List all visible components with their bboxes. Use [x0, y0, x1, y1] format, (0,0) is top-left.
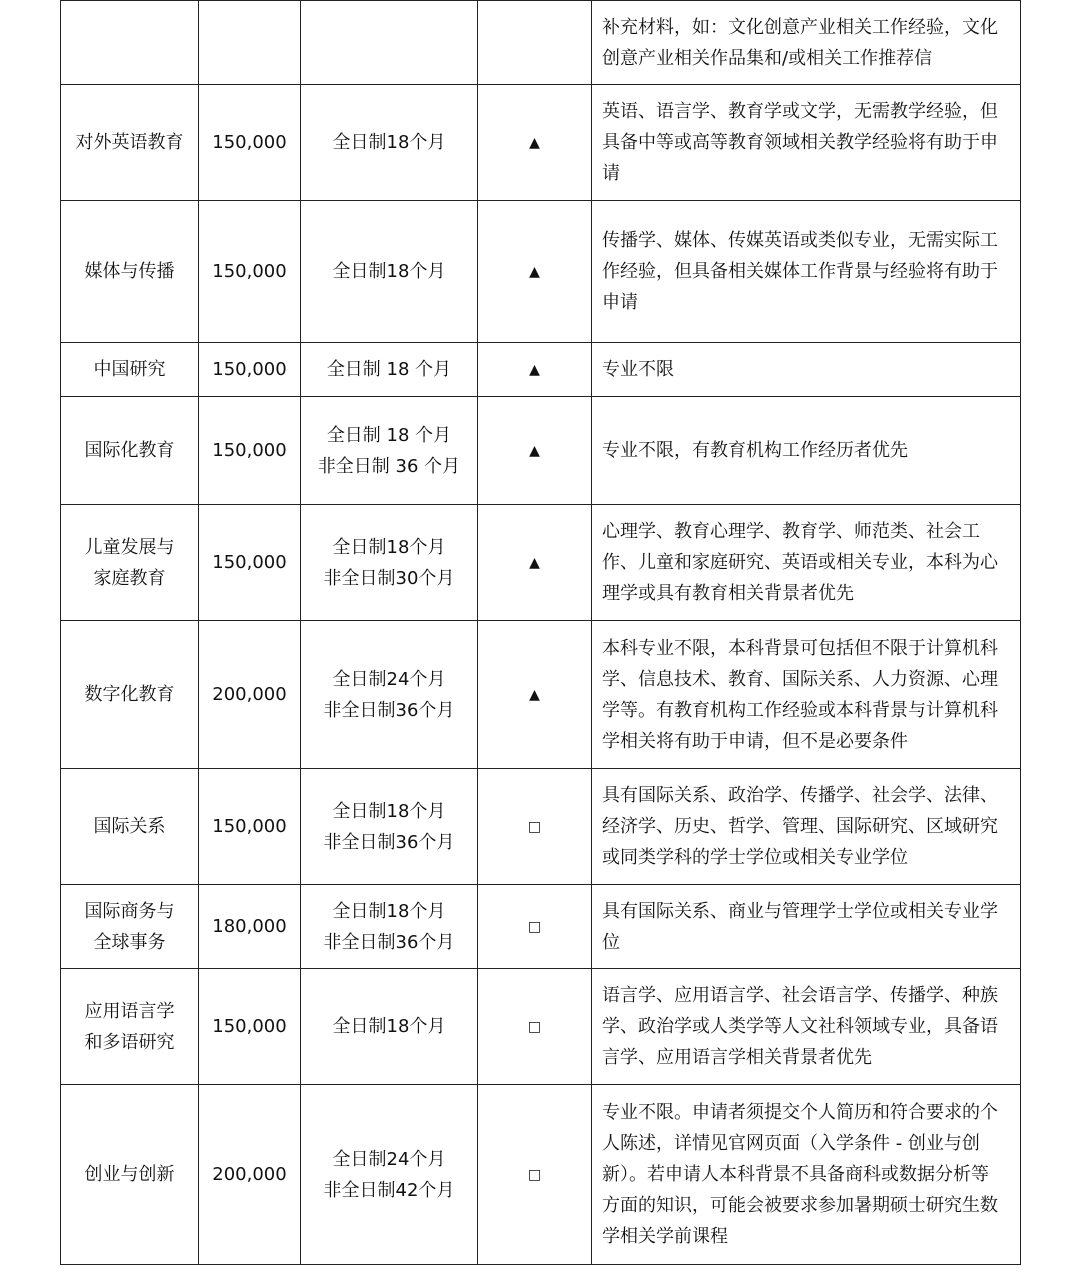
study-duration: 非全日制30个月 — [323, 567, 455, 589]
tuition-fee: 150,000 — [212, 359, 287, 380]
program-name-cell — [61, 505, 199, 621]
requirement-cell — [592, 505, 1021, 621]
requirement-text: 位 — [602, 931, 620, 953]
table-row — [61, 343, 1021, 397]
duration-cell — [301, 969, 478, 1085]
program-name: 应用语言学 — [84, 1000, 175, 1022]
duration-cell — [301, 1085, 478, 1265]
mark-cell — [478, 969, 592, 1085]
tuition-fee: 150,000 — [212, 261, 287, 282]
mark-cell — [478, 885, 592, 969]
tuition-fee: 150,000 — [212, 132, 287, 153]
table-row — [61, 85, 1021, 201]
tuition-fee: 150,000 — [212, 440, 287, 461]
requirement-cell — [592, 85, 1021, 201]
requirement-text: 专业不限，有教育机构工作经历者优先 — [602, 440, 908, 461]
study-duration: 非全日制42个月 — [323, 1179, 455, 1201]
program-name-cell — [61, 1085, 199, 1265]
program-name-cell — [61, 343, 199, 397]
table-row — [61, 201, 1021, 343]
mark-cell — [478, 769, 592, 885]
requirement-text: 语言学、应用语言学、社会语言学、传播学、种族 — [602, 985, 998, 1006]
study-duration: 全日制 18 个月 — [326, 424, 452, 446]
triangle-icon: ▲ — [529, 555, 540, 571]
requirement-text: 具备中等或高等教育领域相关教学经验将有助于申 — [602, 132, 998, 153]
requirement-cell — [592, 201, 1021, 343]
table-row — [61, 1, 1021, 85]
tuition-fee-cell — [199, 201, 301, 343]
square-icon: □ — [527, 819, 542, 835]
program-name: 对外英语教育 — [75, 132, 184, 153]
tuition-fee-cell — [199, 1, 301, 85]
requirement-text: 心理学、教育心理学、教育学、师范类、社会工 — [602, 521, 980, 542]
requirement-text: 言学、应用语言学相关背景者优先 — [602, 1047, 872, 1068]
tuition-fee-cell — [199, 85, 301, 201]
requirement-cell — [592, 969, 1021, 1085]
table-row — [61, 505, 1021, 621]
requirement-text: 学相关学前课程 — [602, 1226, 728, 1247]
tuition-fee: 200,000 — [212, 1164, 287, 1185]
mark-cell — [478, 85, 592, 201]
requirement-cell — [592, 621, 1021, 769]
tuition-fee-cell — [199, 969, 301, 1085]
table-row — [61, 621, 1021, 769]
study-duration: 全日制 18 个月 — [326, 359, 452, 380]
requirement-cell — [592, 1085, 1021, 1265]
table-row — [61, 1085, 1021, 1265]
program-name: 家庭教育 — [93, 567, 166, 589]
requirement-text: 专业不限。申请者须提交个人简历和符合要求的个 — [602, 1102, 998, 1123]
study-duration: 全日制18个月 — [332, 1016, 446, 1037]
duration-cell — [301, 343, 478, 397]
tuition-fee: 150,000 — [212, 552, 287, 573]
tuition-fee: 150,000 — [212, 816, 287, 837]
requirement-cell — [592, 769, 1021, 885]
requirement-text: 英语、语言学、教育学或文学，无需教学经验，但 — [602, 101, 998, 122]
triangle-icon: ▲ — [529, 687, 540, 703]
requirement-text: 新）。若申请人本科背景不具备商科或数据分析等 — [602, 1164, 989, 1185]
requirement-cell — [592, 885, 1021, 969]
table-row — [61, 397, 1021, 505]
requirement-text: 传播学、媒体、传媒英语或类似专业，无需实际工 — [602, 230, 998, 251]
tuition-fee-cell — [199, 505, 301, 621]
program-table-body — [61, 1, 1021, 1265]
table-row — [61, 769, 1021, 885]
duration-cell — [301, 505, 478, 621]
mark-cell — [478, 505, 592, 621]
tuition-fee-cell — [199, 397, 301, 505]
tuition-fee: 180,000 — [212, 916, 287, 937]
program-name-cell — [61, 1, 199, 85]
study-duration: 全日制24个月 — [332, 668, 446, 690]
tuition-fee: 150,000 — [212, 1016, 287, 1037]
tuition-fee-cell — [199, 621, 301, 769]
requirement-text: 作经验，但具备相关媒体工作背景与经验将有助于 — [602, 261, 998, 282]
study-duration: 全日制18个月 — [332, 261, 446, 282]
mark-cell — [478, 1085, 592, 1265]
requirement-text: 创意产业相关作品集和/或相关工作推荐信 — [602, 47, 933, 69]
program-name: 媒体与传播 — [84, 261, 175, 282]
program-name: 中国研究 — [93, 359, 166, 380]
requirement-text: 作、儿童和家庭研究、英语或相关专业，本科为心 — [602, 552, 998, 573]
requirement-text: 或同类学科的学士学位或相关专业学位 — [602, 847, 908, 868]
program-name: 国际关系 — [93, 816, 166, 837]
program-name: 数字化教育 — [84, 684, 175, 705]
program-name: 国际商务与 — [84, 900, 175, 922]
mark-cell — [478, 397, 592, 505]
study-duration: 全日制18个月 — [332, 536, 446, 558]
program-name-cell — [61, 85, 199, 201]
mark-cell — [478, 201, 592, 343]
requirement-text: 学、政治学或人类学等人文社科领域专业，具备语 — [602, 1016, 998, 1037]
triangle-icon: ▲ — [529, 443, 540, 459]
requirement-text: 方面的知识，可能会被要求参加暑期硕士研究生数 — [602, 1195, 998, 1216]
table-row — [61, 885, 1021, 969]
mark-cell — [478, 1, 592, 85]
tuition-fee-cell — [199, 1085, 301, 1265]
program-name: 全球事务 — [93, 931, 166, 953]
square-icon: □ — [527, 1167, 542, 1183]
tuition-fee-cell — [199, 769, 301, 885]
study-duration: 非全日制36个月 — [323, 931, 455, 953]
triangle-icon: ▲ — [529, 264, 540, 280]
program-name-cell — [61, 201, 199, 343]
study-duration: 全日制18个月 — [332, 900, 446, 922]
requirement-text: 专业不限 — [602, 359, 674, 380]
duration-cell — [301, 621, 478, 769]
requirement-text: 补充材料，如：文化创意产业相关工作经验，文化 — [602, 16, 998, 38]
requirement-text: 人陈述，详情见官网页面（入学条件 - 创业与创 — [602, 1133, 980, 1154]
square-icon: □ — [527, 919, 542, 935]
requirement-text: 学、信息技术、教育、国际关系、人力资源、心理 — [602, 668, 998, 690]
requirement-text: 经济学、历史、哲学、管理、国际研究、区域研究 — [602, 816, 998, 837]
duration-cell — [301, 201, 478, 343]
program-name-cell — [61, 397, 199, 505]
triangle-icon: ▲ — [529, 362, 540, 378]
mark-cell — [478, 621, 592, 769]
tuition-fee-cell — [199, 885, 301, 969]
program-name-cell — [61, 621, 199, 769]
requirement-cell — [592, 397, 1021, 505]
program-name-cell — [61, 769, 199, 885]
mark-cell — [478, 343, 592, 397]
requirement-text: 具有国际关系、商业与管理学士学位或相关专业学 — [602, 900, 998, 922]
requirement-text: 理学或具有教育相关背景者优先 — [602, 583, 854, 604]
duration-cell — [301, 885, 478, 969]
requirement-cell — [592, 343, 1021, 397]
duration-cell — [301, 769, 478, 885]
requirement-text: 具有国际关系、政治学、传播学、社会学、法律、 — [602, 785, 998, 806]
program-name-cell — [61, 885, 199, 969]
study-duration: 全日制18个月 — [332, 800, 446, 822]
duration-cell — [301, 397, 478, 505]
study-duration: 非全日制36个月 — [323, 699, 455, 721]
study-duration: 全日制24个月 — [332, 1148, 446, 1170]
requirement-text: 申请 — [602, 292, 638, 313]
program-name: 国际化教育 — [84, 440, 175, 461]
study-duration: 全日制18个月 — [332, 132, 446, 153]
tuition-fee: 200,000 — [212, 684, 287, 705]
square-icon: □ — [527, 1019, 542, 1035]
duration-cell — [301, 85, 478, 201]
program-name: 儿童发展与 — [84, 536, 175, 558]
program-name: 创业与创新 — [84, 1164, 175, 1185]
requirement-text: 学相关将有助于申请，但不是必要条件 — [602, 730, 908, 752]
requirement-text: 请 — [602, 163, 620, 184]
study-duration: 非全日制 36 个月 — [317, 455, 461, 477]
duration-cell — [301, 1, 478, 85]
requirement-text: 本科专业不限，本科背景可包括但不限于计算机科 — [602, 637, 998, 659]
program-name-cell — [61, 969, 199, 1085]
tuition-fee-cell — [199, 343, 301, 397]
requirement-text: 学等。有教育机构工作经验或本科背景与计算机科 — [602, 699, 998, 721]
table-row — [61, 969, 1021, 1085]
triangle-icon: ▲ — [529, 135, 540, 151]
requirement-cell — [592, 1, 1021, 85]
program-name: 和多语研究 — [84, 1031, 175, 1053]
program-table — [60, 0, 1021, 1265]
study-duration: 非全日制36个月 — [323, 831, 455, 853]
